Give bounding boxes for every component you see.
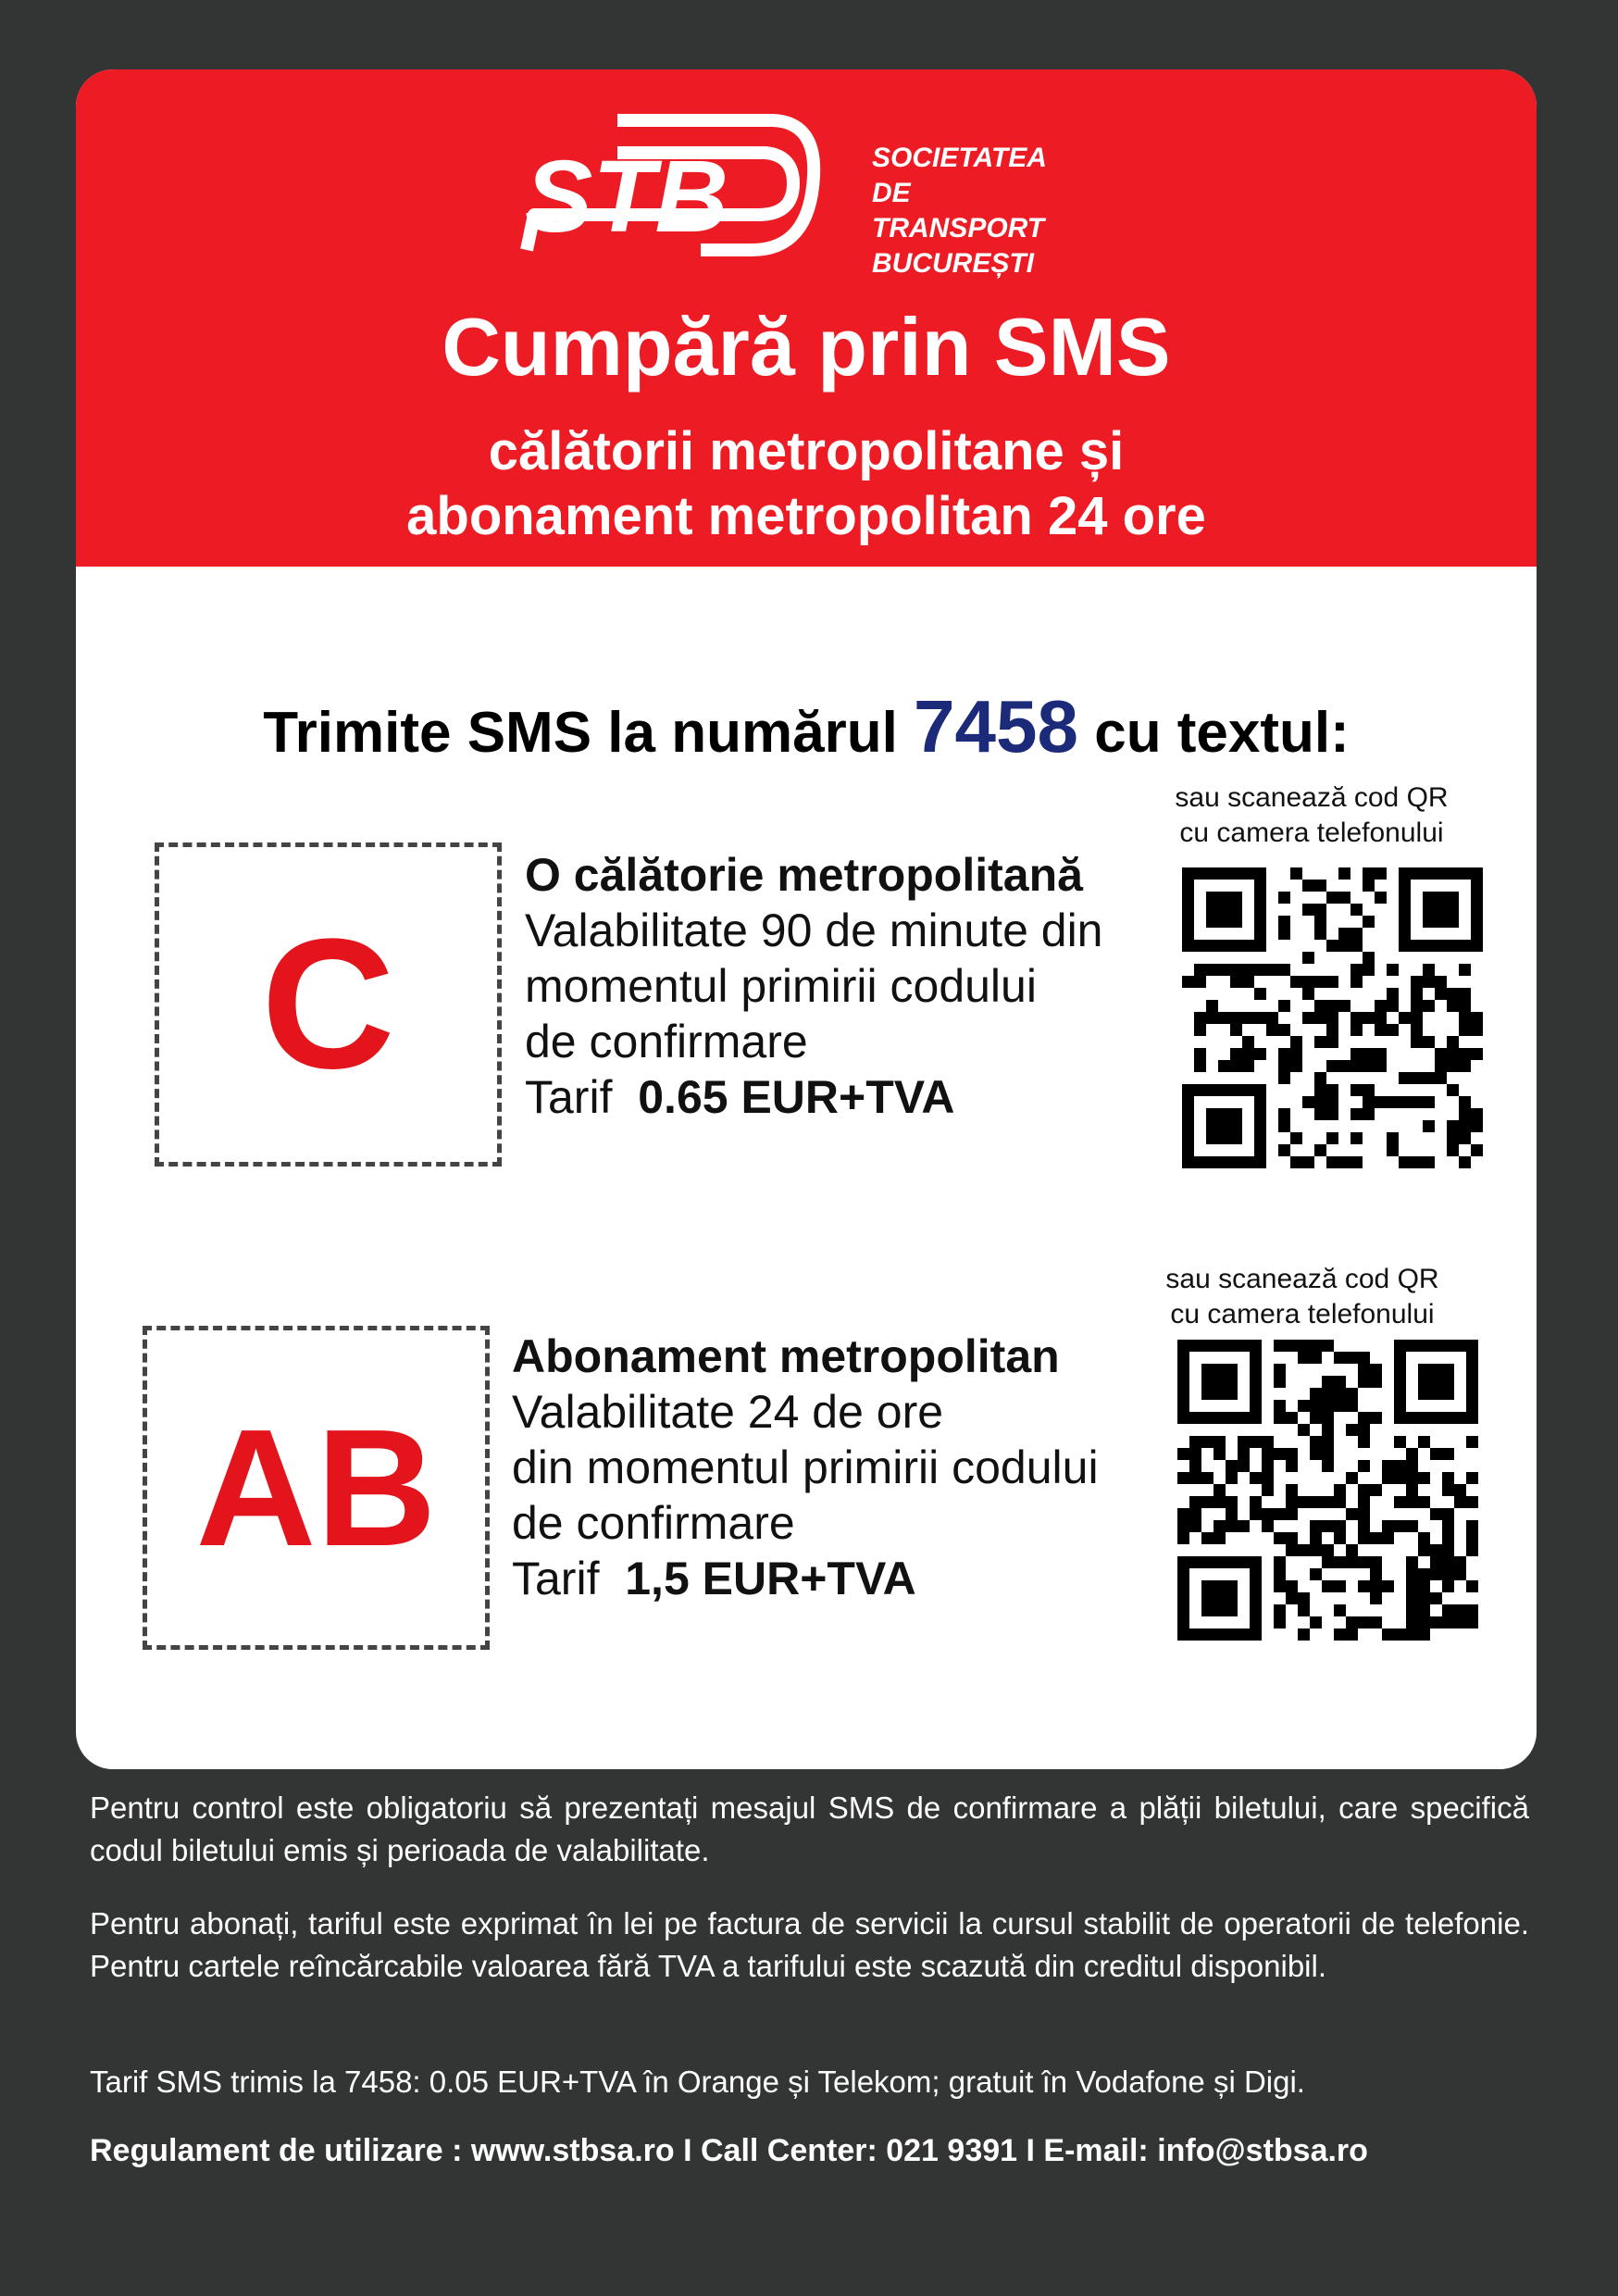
company-line-2: DE TRANSPORT — [872, 178, 1045, 243]
sms-code: AB — [195, 1394, 437, 1581]
sms-ticket-card — [76, 69, 1537, 1769]
code-box-ab — [143, 1326, 490, 1650]
ticket-heading: Abonament metropolitan — [512, 1330, 1060, 1382]
company-name — [872, 141, 1085, 281]
code-box-c — [155, 842, 502, 1167]
ticket-line: Valabilitate 24 de ore — [512, 1386, 944, 1438]
subtitle-line-2: abonament metropolitan 24 ore — [406, 486, 1206, 546]
ticket-line: din momentul primirii codului — [512, 1441, 1099, 1493]
svg-text:STB: STB — [525, 140, 728, 254]
sms-instruction — [76, 685, 1537, 775]
ticket-description — [512, 1329, 1099, 1606]
qr-caption — [1154, 780, 1469, 851]
footer-contact: Regulament de utilizare : www.stbsa.ro I Call Center: 021 9391 I E-mail: info@stbsa.ro — [90, 2133, 1368, 2168]
qr-caption — [1145, 1262, 1460, 1332]
qr-code-icon[interactable] — [1182, 867, 1483, 1168]
price-label: Tarif — [525, 1071, 639, 1123]
ticket-price: 1,5 EUR+TVA — [625, 1553, 916, 1604]
company-line-3: BUCUREȘTI — [872, 248, 1035, 279]
header-banner — [76, 69, 1537, 567]
instruction-prefix: Trimite SMS la numărul — [263, 701, 915, 765]
ticket-line: de confirmare — [512, 1497, 795, 1549]
stb-logo-icon — [516, 111, 821, 259]
ticket-heading: O călătorie metropolitană — [525, 849, 1083, 901]
qr-code-icon[interactable] — [1177, 1340, 1478, 1641]
qr-caption-line: sau scanează cod QR — [1165, 1264, 1439, 1294]
sms-code: C — [261, 901, 395, 1107]
qr-caption-line: cu camera telefonului — [1179, 817, 1444, 848]
ticket-price-row — [525, 1069, 1103, 1125]
note-sms-tariff: Tarif SMS trimis la 7458: 0.05 EUR+TVA în Orange și Telekom; gratuit în Vodafone și Digi. — [90, 2065, 1305, 2099]
note-subscribers: Pentru abonați, tariful este exprimat în lei pe factura de servicii la cursul stabilit de operatorii de telefonie. Pentru cartele reîncărcabile valoarea fără TVA a tarifului este scazută din creditul disponibil. — [90, 1906, 1529, 1983]
page-title: Cumpără prin SMS — [442, 301, 1171, 393]
ticket-line: de confirmare — [525, 1016, 808, 1067]
ticket-line: Valabilitate 90 de minute din — [525, 905, 1103, 956]
ticket-price: 0.65 EUR+TVA — [638, 1071, 955, 1123]
qr-caption-line: sau scanează cod QR — [1175, 782, 1449, 813]
stb-logo — [516, 111, 1085, 279]
ticket-description — [525, 847, 1103, 1125]
qr-caption-line: cu camera telefonului — [1170, 1299, 1435, 1329]
note-control: Pentru control este obligatoriu să prezentați mesajul SMS de confirmare a plății biletului, care specifică codul biletului emis și perioada de valabilitate. — [90, 1791, 1529, 1867]
ticket-price-row — [512, 1551, 1099, 1606]
company-line-1: SOCIETATEA — [872, 143, 1047, 173]
price-label: Tarif — [512, 1553, 626, 1604]
sms-number: 7458 — [914, 685, 1078, 767]
ticket-line: momentul primirii codului — [525, 960, 1037, 1012]
instruction-suffix: cu textul: — [1077, 701, 1350, 765]
page-subtitle — [76, 419, 1537, 549]
subtitle-line-1: călătorii metropolitane și — [488, 421, 1125, 481]
